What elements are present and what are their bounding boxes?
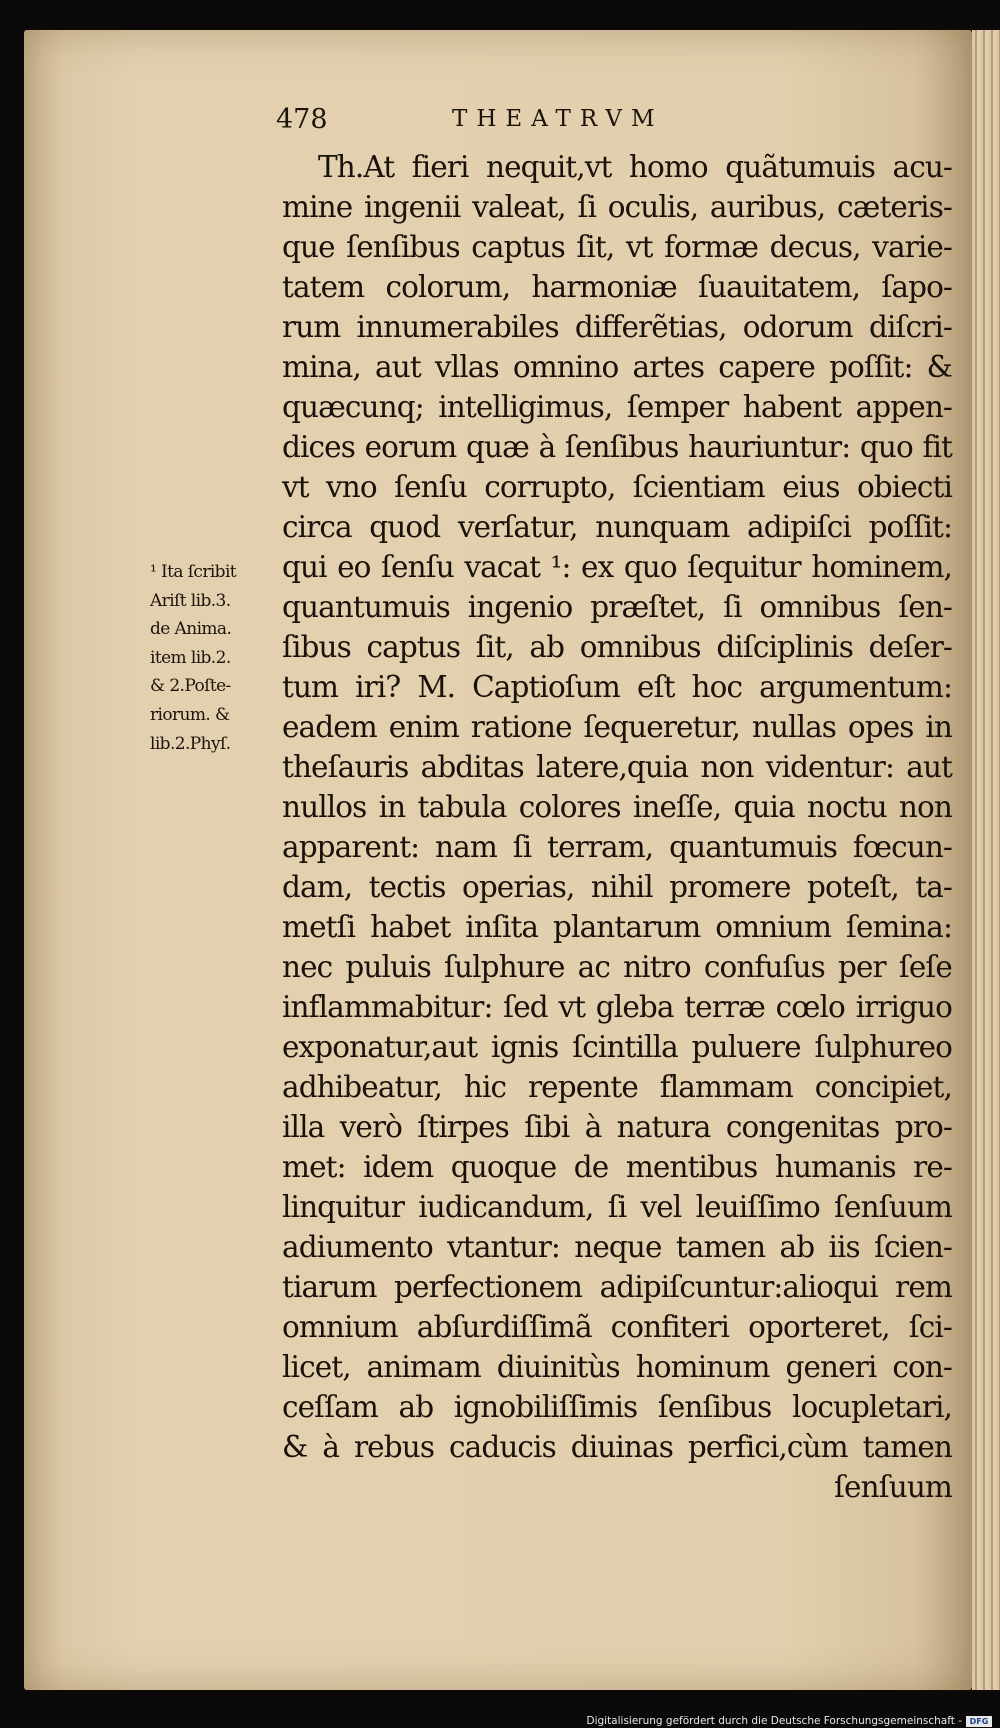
- text-line: eadem enim ratione ſequeretur, nullas opes in: [282, 710, 952, 744]
- marginal-note-line: & 2.Poſte-: [150, 676, 231, 697]
- text-line: nec puluis ſulphure ac nitro confuſus per ſeſe: [282, 950, 952, 984]
- page-edge: [972, 30, 1000, 1690]
- text-line: nullos in tabula colores ineſſe, quia noctu non: [282, 790, 952, 824]
- text-line: mine ingenii valeat, ſi oculis, auribus, cæteris-: [282, 190, 952, 224]
- text-line: apparent: nam ſi terram, quantumuis fœcun-: [282, 830, 952, 864]
- text-line: adiumento vtantur: neque tamen ab iis ſcien-: [282, 1230, 952, 1264]
- marginal-note-line: Ariſt lib.3.: [150, 590, 231, 611]
- marginal-note-line: riorum. &: [150, 704, 230, 725]
- page-header: [276, 104, 796, 144]
- text-line: ſenſuum: [834, 1470, 952, 1504]
- marginal-note-line: de Anima.: [150, 619, 232, 640]
- text-line: Th.At fieri nequit,vt homo quãtumuis acu-: [318, 150, 952, 184]
- marginal-note-line: ¹ Ita ſcribit: [150, 562, 237, 582]
- text-line: & à rebus caducis diuinas perfici,cùm tamen: [282, 1430, 952, 1464]
- text-line: ſibus captus ſit, ab omnibus diſciplinis deſer-: [282, 630, 952, 664]
- text-line: tum iri? M. Captioſum eſt hoc argumentum:: [282, 670, 952, 704]
- text-line: mina, aut vllas omnino artes capere poſſit: &: [282, 350, 952, 384]
- text-line: dam, tectis operias, nihil promere poteſt, ta-: [282, 870, 952, 904]
- text-line: tatem colorum, harmoniæ ſuauitatem, ſapo-: [282, 270, 952, 304]
- text-line: inflammabitur: ſed vt gleba terræ cœlo irriguo: [282, 990, 952, 1024]
- text-line: quæcunq; intelligimus, ſemper habent appen-: [282, 390, 952, 424]
- text-line: que ſenſibus captus ſit, vt formæ decus, varie-: [282, 230, 952, 264]
- text-line: licet, animam diuinitùs hominum generi con-: [282, 1350, 952, 1384]
- running-title: THEATRVM: [452, 106, 664, 132]
- text-line: circa quod verſatur, nunquam adipiſci poſſit:: [282, 510, 952, 544]
- text-line: quantumuis ingenio præſtet, ſi omnibus ſen-: [282, 590, 952, 624]
- digitization-credit: Digitalisierung gefördert durch die Deutsche Forschungsgemeinschaft -: [586, 1715, 962, 1727]
- text-line: adhibeatur, hic repente flammam concipiet,: [282, 1070, 952, 1104]
- text-line: linquitur iudicandum, ſi vel leuiſſimo ſenſuum: [282, 1190, 952, 1224]
- text-line: omnium abſurdiſſimã confiteri oporteret, ſci-: [282, 1310, 952, 1344]
- text-line: dices eorum quæ à ſenſibus hauriuntur: quo fit: [282, 430, 952, 464]
- text-line: metſi habet inſita plantarum omnium ſemina:: [282, 910, 952, 944]
- dfg-logo-icon: DFG: [966, 1716, 992, 1727]
- text-line: illa verò ſtirpes ſibi à natura congenitas pro-: [282, 1110, 952, 1144]
- text-line: tiarum perfectionem adipiſcuntur:alioqui rem: [282, 1270, 952, 1304]
- marginal-note-line: item lib.2.: [150, 647, 231, 668]
- text-line: qui eo ſenſu vacat ¹: ex quo ſequitur hominem,: [282, 550, 952, 584]
- marginal-note-line: lib.2.Phyſ.: [150, 733, 231, 754]
- text-line: met: idem quoque de mentibus humanis re-: [282, 1150, 952, 1184]
- marginal-note: [150, 558, 278, 758]
- text-line: vt vno ſenſu corrupto, ſcientiam eius obiecti: [282, 470, 952, 504]
- text-line: exponatur,aut ignis ſcintilla puluere ſulphureo: [282, 1030, 952, 1064]
- text-line: theſauris abditas latere,quia non videntur: aut: [282, 750, 952, 784]
- page-number: 478: [276, 104, 328, 135]
- text-line: ceſſam ab ignobiliſſimis ſenſibus locupletari,: [282, 1390, 952, 1424]
- main-text-block: [282, 147, 952, 1507]
- text-line: rum innumerabiles differẽtias, odorum diſcri-: [282, 310, 952, 344]
